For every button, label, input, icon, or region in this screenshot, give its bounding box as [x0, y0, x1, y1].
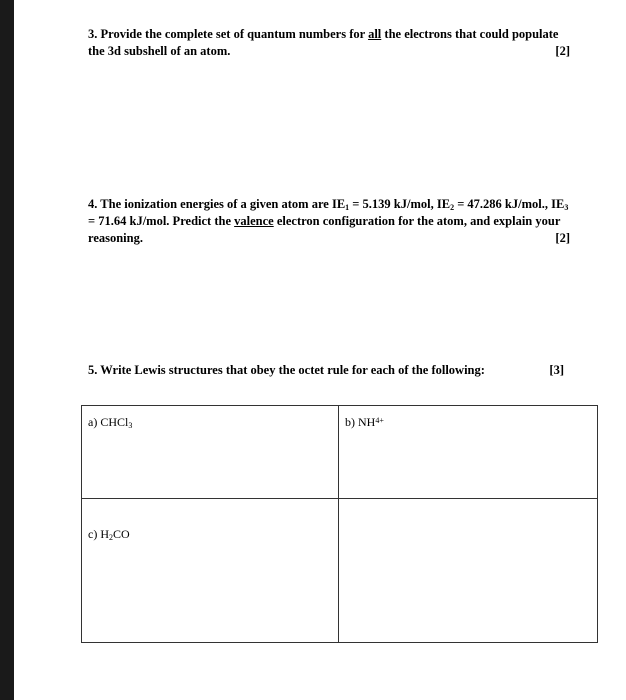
left-edge-bar — [0, 0, 14, 700]
emphasis-all: all — [368, 27, 382, 41]
question-4-marks: [2] — [555, 231, 570, 245]
cell-c-h2co[interactable] — [82, 499, 338, 642]
question-3-line-1: 3. Provide the complete set of quantum numbers for all the electrons that could populate — [88, 27, 559, 41]
question-3 — [88, 26, 576, 60]
question-5 — [88, 362, 576, 379]
lewis-structure-table — [81, 405, 598, 643]
question-4-line-3: reasoning. — [88, 231, 143, 245]
cell-d-empty[interactable] — [339, 499, 597, 642]
cell-a-chcl3[interactable] — [82, 406, 338, 498]
question-3-line-2: the 3d subshell of an atom. — [88, 44, 231, 58]
question-4-line-1: 4. The ionization energies of a given atom are $IE_1 = 5.139$ kJ/mol, $IE_2 = 47.286$ kJ/mol., $IE_3$ — [88, 197, 569, 212]
cell-a-label: a) CHCl$_3$ — [88, 415, 133, 430]
question-5-text: 5. Write Lewis structures that obey the octet rule for each of the following: — [88, 363, 485, 377]
question-5-marks: [3] — [549, 363, 564, 377]
question-4-line-2: = 71.64 kJ/mol. Predict the valence electron configuration for the atom, and explain your — [88, 214, 561, 228]
question-3-marks: [2] — [555, 44, 570, 58]
cell-b-label: b) $NH^{4+}$ — [345, 415, 384, 429]
emphasis-valence: valence — [234, 214, 274, 228]
cell-c-label: c) $H_2CO$ — [88, 527, 130, 542]
question-4 — [88, 196, 576, 247]
cell-b-nh4[interactable] — [339, 406, 597, 498]
